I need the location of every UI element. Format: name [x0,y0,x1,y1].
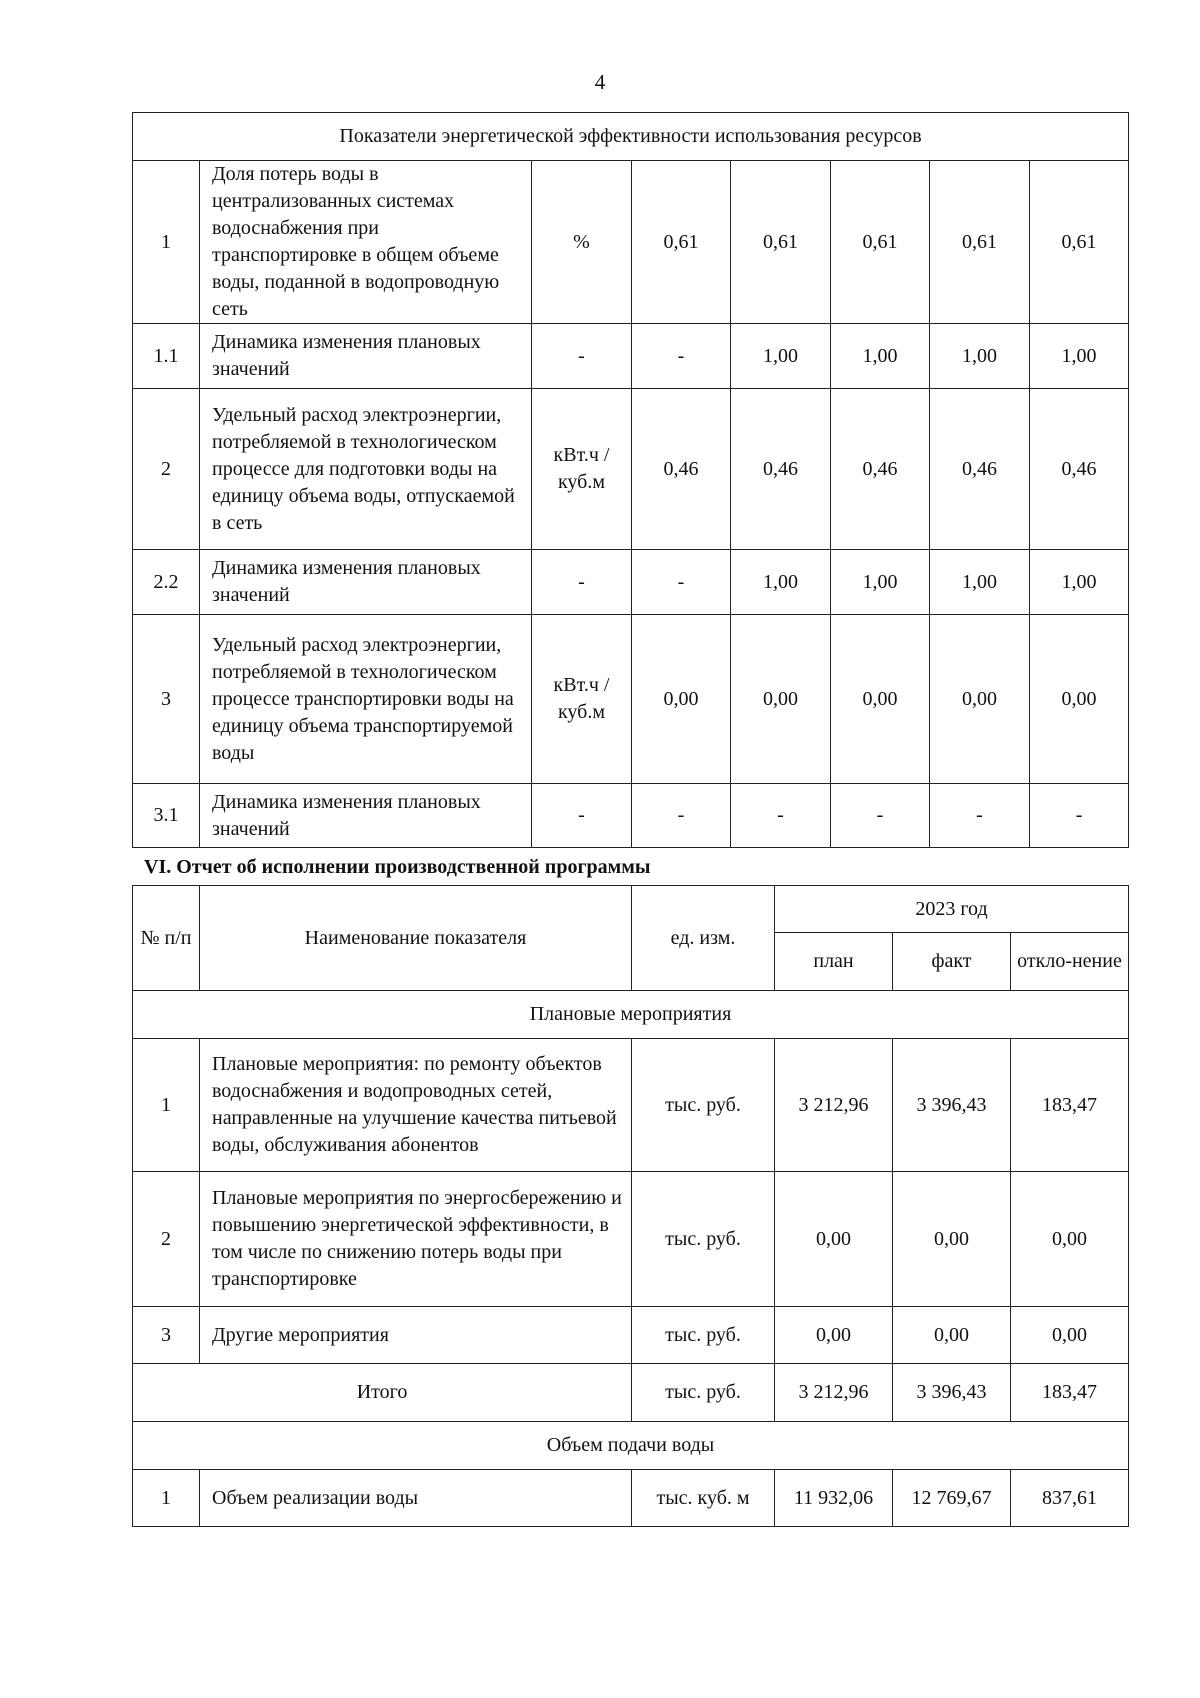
row-number: 3.1 [133,784,200,848]
value-cell: 0,00 [731,615,831,784]
indicator-name: Доля потерь воды в централизованных системах водоснабжения при транспортировке в общем объеме воды, поданной в водопроводную сеть [200,161,532,324]
plan-cell: 0,00 [775,1307,893,1364]
production-program-report-table [132,885,1129,1527]
table-row [133,1307,1129,1364]
fact-cell: 12 769,67 [893,1470,1011,1527]
deviation-cell: 183,47 [1011,1364,1129,1422]
value-cell: 0,46 [1030,389,1129,550]
group-header-row [133,1422,1129,1470]
header-unit: ед. изм. [632,886,775,991]
table-row [133,550,1129,615]
row-number: 2 [133,1172,200,1307]
value-cell: 1,00 [930,550,1030,615]
unit-cell: тыс. руб. [632,1307,775,1364]
unit-cell: тыс. руб. [632,1039,775,1172]
table-row [133,1172,1129,1307]
value-cell: 0,61 [930,161,1030,324]
value-cell: 0,61 [1030,161,1129,324]
value-cell: - [831,784,930,848]
indicator-name: Динамика изменения плановых значений [200,324,532,389]
value-cell: - [632,784,731,848]
value-cell: - [632,550,731,615]
value-cell: - [731,784,831,848]
row-number: 3 [133,1307,200,1364]
table-row [133,1470,1129,1527]
deviation-cell: 837,61 [1011,1470,1129,1527]
page-number: 4 [594,70,606,94]
unit-cell: тыс. руб. [632,1364,775,1422]
value-cell: 1,00 [1030,550,1129,615]
group-header-row [133,991,1129,1039]
unit-cell: - [532,324,632,389]
table-header-row [133,886,1129,933]
unit-cell: - [532,784,632,848]
value-cell: 0,61 [632,161,731,324]
fact-cell: 0,00 [893,1172,1011,1307]
indicator-name: Удельный расход электроэнергии, потребляемой в технологическом процессе для подготовки воды на единицу объема воды, отпускаемой в сеть [200,389,532,550]
unit-cell: - [532,550,632,615]
value-cell: 0,61 [731,161,831,324]
table-row [133,161,1129,324]
unit-cell: % [532,161,632,324]
value-cell: 1,00 [731,550,831,615]
value-cell: 0,00 [632,615,731,784]
plan-cell: 0,00 [775,1172,893,1307]
energy-efficiency-table [132,112,1129,848]
unit-cell: кВт.ч / куб.м [532,389,632,550]
value-cell: - [930,784,1030,848]
plan-cell: 3 212,96 [775,1039,893,1172]
value-cell: 0,46 [831,389,930,550]
value-cell: 0,00 [1030,615,1129,784]
plan-cell: 3 212,96 [775,1364,893,1422]
indicator-name: Другие мероприятия [200,1307,632,1364]
header-year: 2023 год [775,886,1129,933]
header-number: № п/п [133,886,200,991]
header-indicator-name: Наименование показателя [200,886,632,991]
row-number: 1.1 [133,324,200,389]
section-title: VI. Отчет об исполнении производственной программы [144,856,651,878]
value-cell: 0,46 [930,389,1030,550]
row-number: 1 [133,1039,200,1172]
value-cell: 1,00 [831,324,930,389]
deviation-cell: 0,00 [1011,1307,1129,1364]
header-deviation: откло-нение [1011,933,1129,991]
fact-cell: 3 396,43 [893,1364,1011,1422]
table-section-header: Показатели энергетической эффективности использования ресурсов [133,113,1129,161]
value-cell: 0,46 [632,389,731,550]
value-cell: - [1030,784,1129,848]
value-cell: 1,00 [731,324,831,389]
value-cell: 0,61 [831,161,930,324]
value-cell: - [632,324,731,389]
value-cell: 0,00 [930,615,1030,784]
table-row [133,615,1129,784]
group-title-water-supply: Объем подачи воды [133,1422,1129,1470]
table-row [133,1039,1129,1172]
deviation-cell: 0,00 [1011,1172,1129,1307]
indicator-name: Объем реализации воды [200,1470,632,1527]
value-cell: 1,00 [930,324,1030,389]
table-row [133,784,1129,848]
indicator-name: Плановые мероприятия: по ремонту объектов водоснабжения и водопроводных сетей, направленные на улучшение качества питьевой воды, обслуживания абонентов [200,1039,632,1172]
indicator-name: Удельный расход электроэнергии, потребляемой в технологическом процессе транспортировки воды на единицу объема транспортируемой воды [200,615,532,784]
header-fact: факт [893,933,1011,991]
unit-cell: тыс. руб. [632,1172,775,1307]
indicator-name: Плановые мероприятия по энергосбережению и повышению энергетической эффективности, в том числе по снижению потерь воды при транспортировке [200,1172,632,1307]
fact-cell: 3 396,43 [893,1039,1011,1172]
table-row [133,389,1129,550]
value-cell: 0,00 [831,615,930,784]
table-row [133,324,1129,389]
indicator-name: Динамика изменения плановых значений [200,550,532,615]
total-label: Итого [133,1364,632,1422]
row-number: 1 [133,161,200,324]
value-cell: 1,00 [831,550,930,615]
deviation-cell: 183,47 [1011,1039,1129,1172]
unit-cell: тыс. куб. м [632,1470,775,1527]
row-number: 2 [133,389,200,550]
indicator-name: Динамика изменения плановых значений [200,784,532,848]
table-section-header-row [133,113,1129,161]
fact-cell: 0,00 [893,1307,1011,1364]
header-plan: план [775,933,893,991]
total-row [133,1364,1129,1422]
row-number: 1 [133,1470,200,1527]
unit-cell: кВт.ч / куб.м [532,615,632,784]
plan-cell: 11 932,06 [775,1470,893,1527]
group-title-planned-measures: Плановые мероприятия [133,991,1129,1039]
value-cell: 1,00 [1030,324,1129,389]
row-number: 3 [133,615,200,784]
value-cell: 0,46 [731,389,831,550]
row-number: 2.2 [133,550,200,615]
